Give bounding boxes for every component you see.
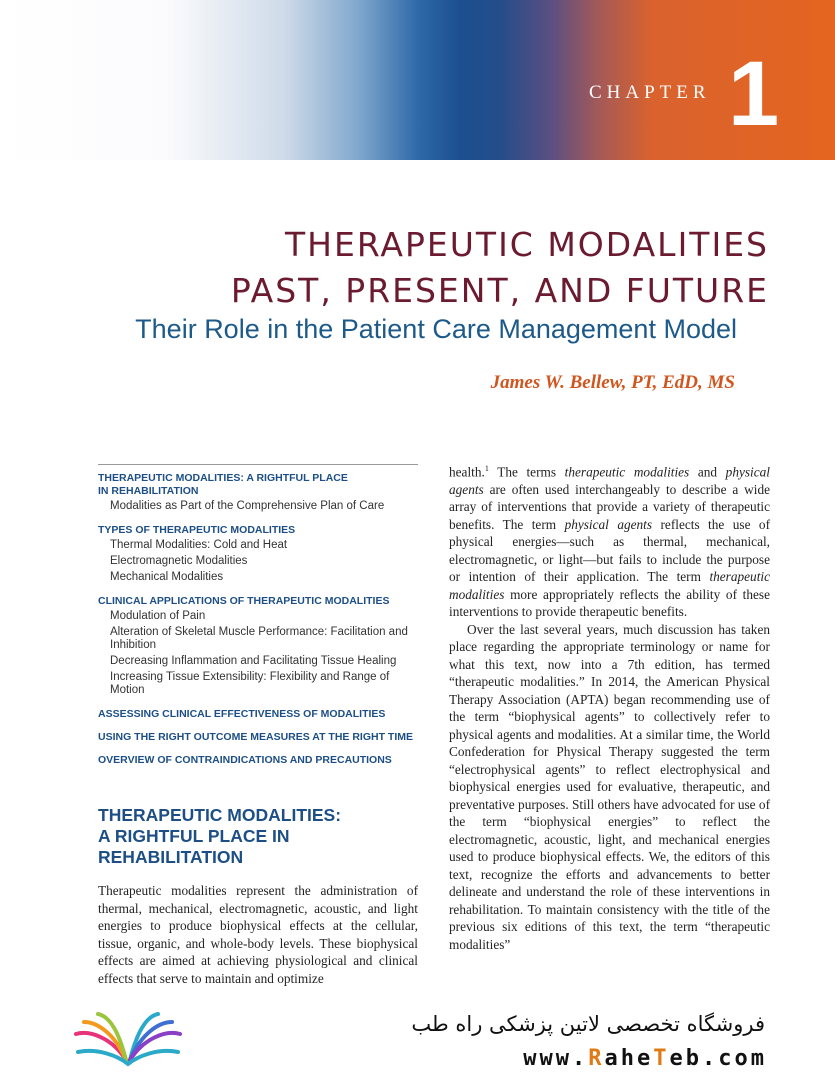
outline-section: TYPES OF THERAPEUTIC MODALITIES (98, 524, 296, 536)
body-paragraph: Over the last several years, much discussion has taken place regarding the appropriate terminology or name for what this text, now into a 7th edition, has termed “therapeutic modalities.” In 2014, the American Physical Therapy Association (APTA) began recommending use of the term “biophysical agents” to collectively refer to physical agents and modalities. At a similar time, the World Confederation for Physical Therapy suggested the term “electrophysical agents” to reflect electrophysical and biophysical energies used for evaluative, therapeutic, and preventative purposes. Still others have advocated for use of the term “biophysical energies” to reflect the electromagnetic, acoustic, light, and mechanical energies used to produce biophysical effects. We, the editors of this text, recognize the efforts and advancements to better delineate and understand the role of these interventions in rehabilitation. To maintain consistency with the title of the previous six editions of this text, the term “therapeutic modalities” (449, 621, 770, 952)
chapter-header-band (0, 0, 835, 160)
body-paragraph: Therapeutic modalities represent the administration of thermal, mechanical, electromagnetic, acoustic, and light energies to produce biophysical effects at the cellular, tissue, organic, and whole-body levels. These biophysical effects are aimed at achieving physiological and clinical effects that serve to maintain and optimize (98, 883, 418, 986)
url-part: T (653, 1046, 670, 1071)
url-part: www. (523, 1046, 589, 1071)
url-part: ahe (604, 1046, 654, 1071)
text-run: are often used interchangeably to describe a wide array of interventions that provide a variety of therapeutic benefits. The term (449, 481, 770, 532)
body-paragraph (449, 460, 770, 621)
chapter-title-line2: PAST, PRESENT, AND FUTURE (230, 271, 769, 310)
outline-section: OVERVIEW OF CONTRAINDICATIONS AND PRECAUTIONS (98, 754, 392, 766)
body-column-left (98, 882, 418, 987)
emphasis: therapeutic modalities (449, 569, 770, 602)
outline-section: CLINICAL APPLICATIONS OF THERAPEUTIC MODALITIES (98, 595, 390, 607)
store-url[interactable] (523, 1046, 767, 1071)
url-part: eb.com (669, 1046, 767, 1071)
section-heading-line: THERAPEUTIC MODALITIES: (98, 805, 342, 825)
store-tagline: فروشگاه تخصصی لاتین پزشکی راه طب (411, 1012, 765, 1036)
url-part: R (588, 1046, 605, 1071)
outline-item: Modulation of Pain (110, 610, 206, 622)
section-heading-line: A RIGHTFUL PLACE IN (98, 826, 290, 846)
outline-item: Electromagnetic Modalities (110, 555, 248, 567)
emphasis: physical agents (564, 516, 653, 532)
outline-section-line: IN REHABILITATION (98, 485, 199, 497)
chapter-outline (98, 464, 418, 769)
chapter-title (231, 222, 769, 314)
outline-item: Decreasing Inflammation and Facilitating Tissue Healing (110, 655, 397, 667)
outline-section: USING THE RIGHT OUTCOME MEASURES AT THE RIGHT TIME (98, 731, 413, 743)
text-run: and (689, 464, 726, 480)
outline-section: ASSESSING CLINICAL EFFECTIVENESS OF MODALITIES (98, 708, 386, 720)
chapter-label: CHAPTER (589, 82, 711, 103)
outline-item: Increasing Tissue Extensibility: Flexibility and Range of Motion (110, 671, 390, 696)
section-heading-line: REHABILITATION (98, 847, 244, 867)
chapter-number: 1 (728, 43, 780, 145)
citation-superscript: 1 (484, 464, 489, 473)
section-heading (98, 805, 418, 868)
text-run: The terms (488, 464, 565, 480)
text-run: reflects the use of physical energies—such as thermal, mechanical, electromagnetic, or light—but fails to include the purpose or intention of their application. The term (449, 516, 770, 585)
text-run: more appropriately reflects the ability of these interventions to provide therapeutic benefits. (449, 586, 770, 620)
book-logo-icon (68, 1008, 188, 1070)
outline-item: Mechanical Modalities (110, 571, 224, 583)
emphasis: physical agents (449, 464, 770, 497)
outline-item: Modalities as Part of the Comprehensive Plan of Care (110, 500, 385, 512)
chapter-title-line1: THERAPEUTIC MODALITIES (285, 225, 769, 264)
text-run: health. (449, 464, 485, 480)
outline-section (98, 472, 418, 498)
emphasis: therapeutic modalities (564, 464, 690, 480)
outline-section-line: THERAPEUTIC MODALITIES: A RIGHTFUL PLACE (98, 472, 348, 484)
chapter-author: James W. Bellew, PT, EdD, MS (490, 372, 735, 393)
outline-item: Thermal Modalities: Cold and Heat (110, 539, 288, 551)
outline-item: Alteration of Skeletal Muscle Performance: Facilitation and Inhibition (110, 626, 408, 651)
chapter-subtitle: Their Role in the Patient Care Management Model (135, 314, 737, 344)
body-column-right (449, 460, 770, 953)
